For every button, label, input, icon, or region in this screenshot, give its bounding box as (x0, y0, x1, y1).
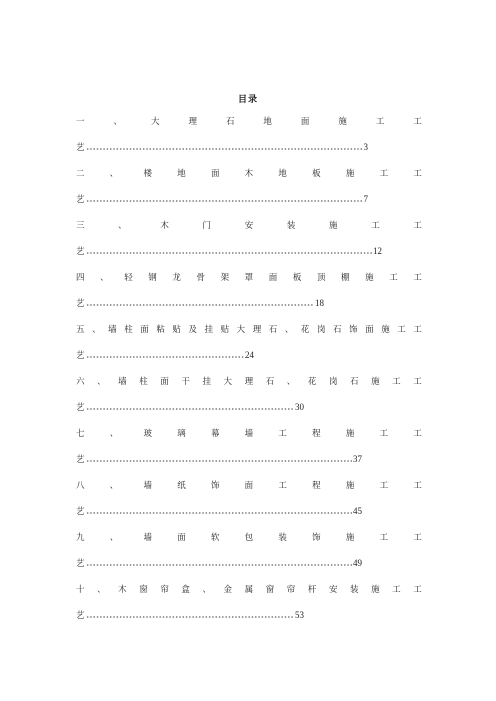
toc-entry[interactable] (76, 218, 422, 270)
toc-heading-tail: 艺 (76, 143, 85, 153)
toc-leader-dots (86, 304, 314, 306)
toc-page-number: 7 (363, 194, 368, 204)
toc-heading-tail: 艺 (76, 455, 85, 465)
toc-leader-dots (86, 616, 294, 618)
toc-heading: 二 、 楼 地 面 木 地 板 施 工 工 (76, 169, 422, 179)
toc-page-line (76, 556, 362, 570)
toc-entry[interactable] (76, 270, 422, 322)
toc-page-line (76, 140, 368, 154)
toc-leader-dots (86, 200, 363, 202)
toc-page-number: 12 (373, 246, 382, 256)
toc-heading: 十 、 木 窗 帘 盒 、 金 属 窗 帘 杆 安 装 施 工 工 (76, 585, 422, 595)
toc-heading-tail: 艺 (76, 403, 85, 413)
toc-entry[interactable] (76, 114, 422, 166)
toc-heading: 九 、 墙 面 软 包 装 饰 施 工 工 (76, 533, 422, 543)
toc-heading: 七 、 玻 璃 幕 墙 工 程 施 工 工 (76, 429, 422, 439)
toc-page-number: 3 (363, 142, 368, 152)
toc-leader-dots (86, 148, 363, 150)
toc-page-number: 45 (353, 506, 362, 516)
toc-heading-tail: 艺 (76, 247, 85, 257)
toc-heading: 八 、 墙 纸 饰 面 工 程 施 工 工 (76, 481, 422, 491)
toc-heading-tail: 艺 (76, 611, 85, 621)
toc-page-number: 18 (315, 298, 324, 308)
toc-leader-dots (86, 408, 294, 410)
toc-entry[interactable] (76, 478, 422, 530)
toc-heading: 六 、 墙 柱 面 干 挂 大 理 石 、 花 岗 石 施 工 工 (76, 377, 422, 387)
toc-heading: 一 、 大 理 石 地 面 施 工 工 (76, 117, 422, 127)
toc-page-number: 53 (295, 610, 304, 620)
toc-page-line (76, 348, 254, 362)
toc-heading: 三 、 木 门 安 装 施 工 工 (76, 221, 422, 231)
toc-heading-tail: 艺 (76, 299, 85, 309)
toc-heading-tail: 艺 (76, 351, 85, 361)
toc-heading-tail: 艺 (76, 507, 85, 517)
toc-leader-dots (86, 460, 352, 462)
toc-entry[interactable] (76, 582, 422, 634)
toc-heading: 四 、 轻 钢 龙 骨 架 罩 面 板 顶 棚 施 工 工 (76, 273, 422, 283)
toc-page-line (76, 400, 304, 414)
toc-page-line (76, 452, 362, 466)
toc-leader-dots (86, 252, 372, 254)
toc-heading-tail: 艺 (76, 195, 85, 205)
toc-page-line (76, 192, 368, 206)
table-of-contents (76, 114, 422, 634)
toc-entry[interactable] (76, 530, 422, 582)
toc-leader-dots (86, 564, 352, 566)
toc-title: 目录 (237, 95, 258, 105)
toc-leader-dots (86, 356, 244, 358)
toc-heading-tail: 艺 (76, 559, 85, 569)
toc-page-number: 24 (245, 350, 254, 360)
toc-entry[interactable] (76, 426, 422, 478)
toc-page-line (76, 608, 304, 622)
toc-entry[interactable] (76, 166, 422, 218)
toc-page-line (76, 296, 324, 310)
toc-page-number: 30 (295, 402, 304, 412)
toc-entry[interactable] (76, 322, 422, 374)
toc-heading: 五 、 墙 柱 面 粘 贴 及 挂 贴 大 理 石 、 花 岗 石 饰 面 施 工 工 (76, 325, 422, 335)
toc-page-line (76, 504, 362, 518)
toc-leader-dots (86, 512, 352, 514)
toc-page-line (76, 244, 382, 258)
toc-entry[interactable] (76, 374, 422, 426)
toc-page-number: 49 (353, 558, 362, 568)
toc-page-number: 37 (353, 454, 362, 464)
